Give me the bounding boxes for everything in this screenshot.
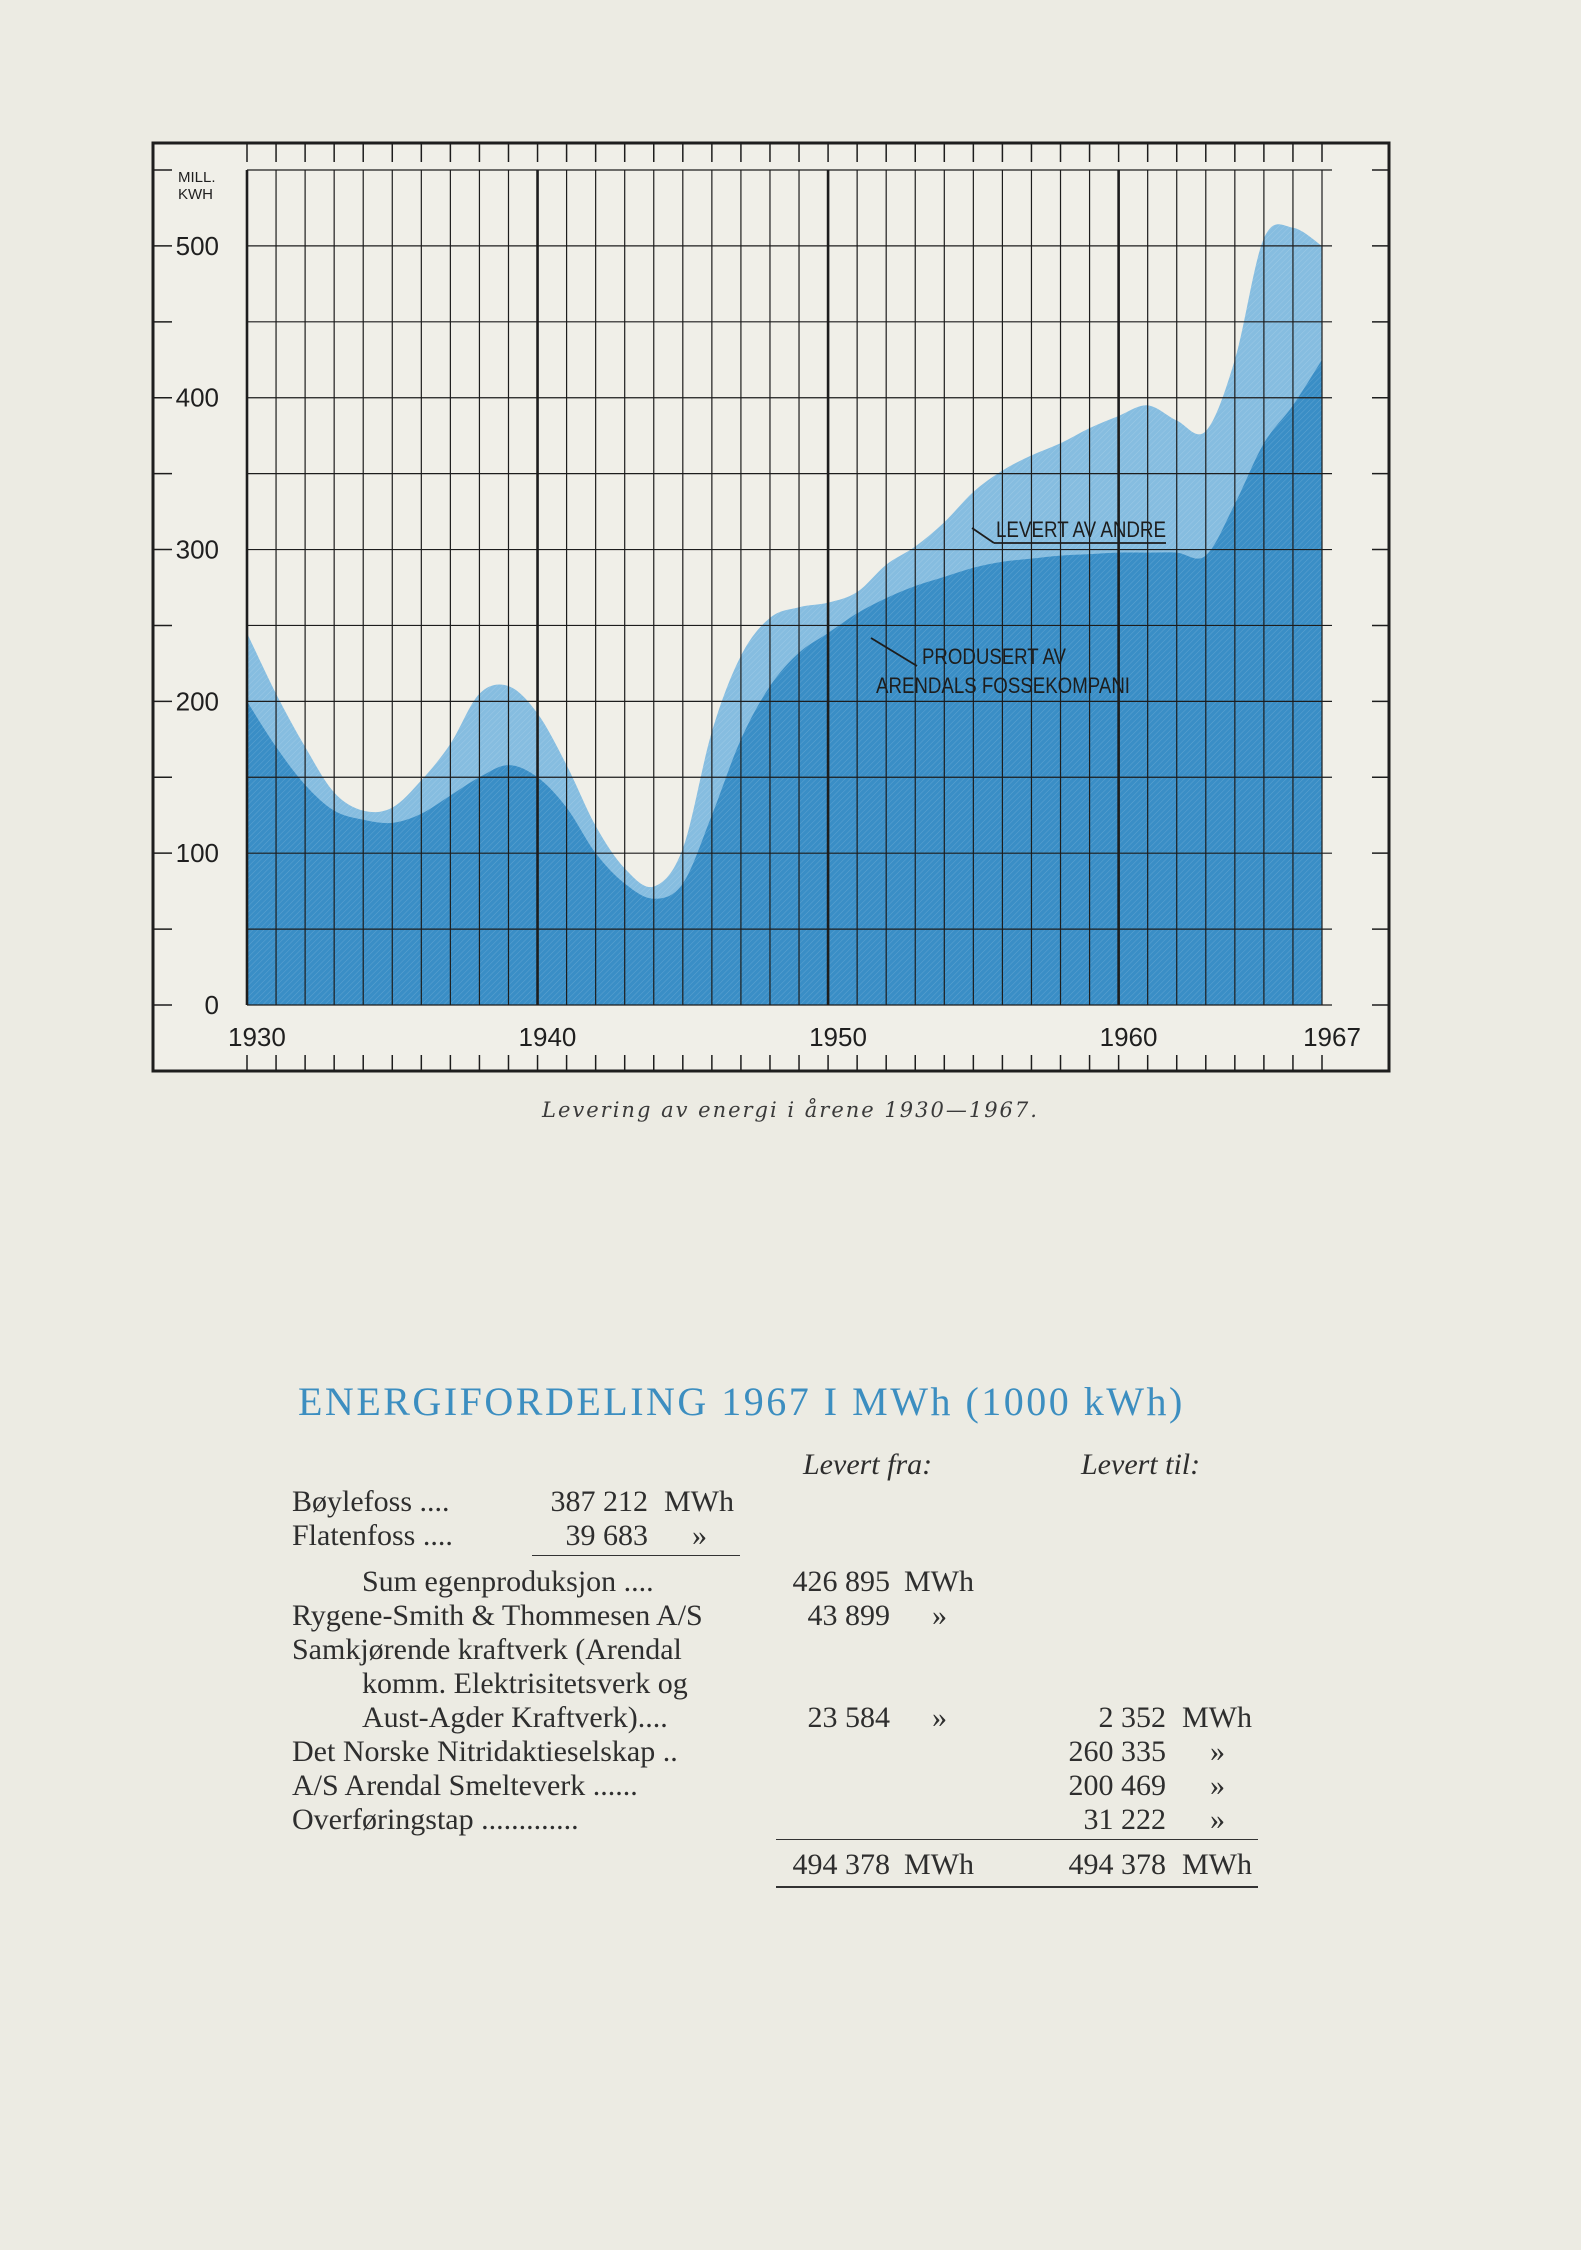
xtick-label-1940: 1940: [518, 1022, 577, 1052]
xtick-label-1967: 1967: [1303, 1022, 1361, 1052]
table-title: ENERGIFORDELING 1967 I MWh (1000 kWh): [298, 1379, 1185, 1424]
total-double-rule: [776, 1886, 1258, 1888]
row-samkj-label-2: komm. Elektrisitetsverk og: [362, 1667, 688, 1700]
row-sum-unit: MWh: [904, 1565, 974, 1598]
row-boylefoss-value: 387 212: [550, 1485, 648, 1518]
xtick-label-1930: 1930: [228, 1022, 286, 1052]
row-nitrid-unit: »: [1210, 1735, 1225, 1768]
row-rygene-from: 43 899: [807, 1599, 890, 1632]
row-samkj-to: 2 352: [1098, 1701, 1166, 1734]
subtotal-rule: [532, 1555, 740, 1556]
row-smelte-unit: »: [1210, 1769, 1225, 1802]
callout-label-andre: LEVERT AV ANDRE: [996, 517, 1166, 542]
row-tap-to: 31 222: [1083, 1803, 1166, 1836]
row-boylefoss-label: Bøylefoss ....: [292, 1485, 450, 1518]
energy-delivery-chart: [0, 0, 1581, 1090]
row-samkj-from: 23 584: [807, 1701, 890, 1734]
callout-label-produsert-line-2: ARENDALS FOSSEKOMPANI: [876, 673, 1130, 698]
row-rygene-label: Rygene-Smith & Thommesen A/S: [292, 1599, 703, 1632]
row-nitrid-label: Det Norske Nitridaktieselskap ..: [292, 1735, 678, 1768]
row-samkj-to-unit: MWh: [1182, 1701, 1252, 1734]
row-flatenfoss-label: Flatenfoss ....: [292, 1519, 453, 1552]
ytick-label-0: 0: [204, 990, 219, 1020]
total-to: 494 378: [1068, 1848, 1166, 1881]
ytick-label-200: 200: [175, 686, 219, 717]
chart-caption: Levering av energi i årene 1930—1967.: [542, 1098, 1039, 1122]
row-smelte-to: 200 469: [1068, 1769, 1166, 1802]
ylabel-line-2: KWH: [178, 186, 213, 203]
row-rygene-unit: »: [932, 1599, 947, 1632]
row-nitrid-to: 260 335: [1068, 1735, 1166, 1768]
row-samkj-label-1: Samkjørende kraftverk (Arendal: [292, 1633, 682, 1666]
ytick-label-400: 400: [175, 382, 219, 413]
row-smelte-label: A/S Arendal Smelteverk ......: [292, 1769, 638, 1802]
row-sum-from: 426 895: [792, 1565, 890, 1598]
total-to-unit: MWh: [1182, 1848, 1252, 1881]
row-samkj-from-unit: »: [932, 1701, 947, 1734]
row-tap-label: Overføringstap .............: [292, 1803, 579, 1836]
col-header-from: Levert fra:: [803, 1448, 933, 1481]
total-from-unit: MWh: [904, 1848, 974, 1881]
xtick-label-1950: 1950: [809, 1022, 867, 1052]
row-flatenfoss-value: 39 683: [565, 1519, 648, 1552]
row-tap-unit: »: [1210, 1803, 1225, 1836]
ytick-label-300: 300: [175, 534, 219, 565]
row-flatenfoss-unit: »: [692, 1519, 707, 1552]
col-header-to: Levert til:: [1081, 1448, 1201, 1481]
row-samkj-label-3: Aust-Agder Kraftverk)....: [362, 1701, 668, 1734]
row-sum-label: Sum egenproduksjon ....: [362, 1565, 654, 1598]
total-rule: [776, 1839, 1258, 1840]
ytick-label-500: 500: [175, 230, 219, 261]
total-from: 494 378: [792, 1848, 890, 1881]
row-boylefoss-unit: MWh: [664, 1485, 734, 1518]
ytick-label-100: 100: [175, 838, 219, 869]
xtick-label-1960: 1960: [1099, 1022, 1158, 1052]
ylabel-line-1: MILL.: [178, 169, 216, 186]
callout-label-produsert-line-1: PRODUSERT AV: [922, 644, 1067, 669]
